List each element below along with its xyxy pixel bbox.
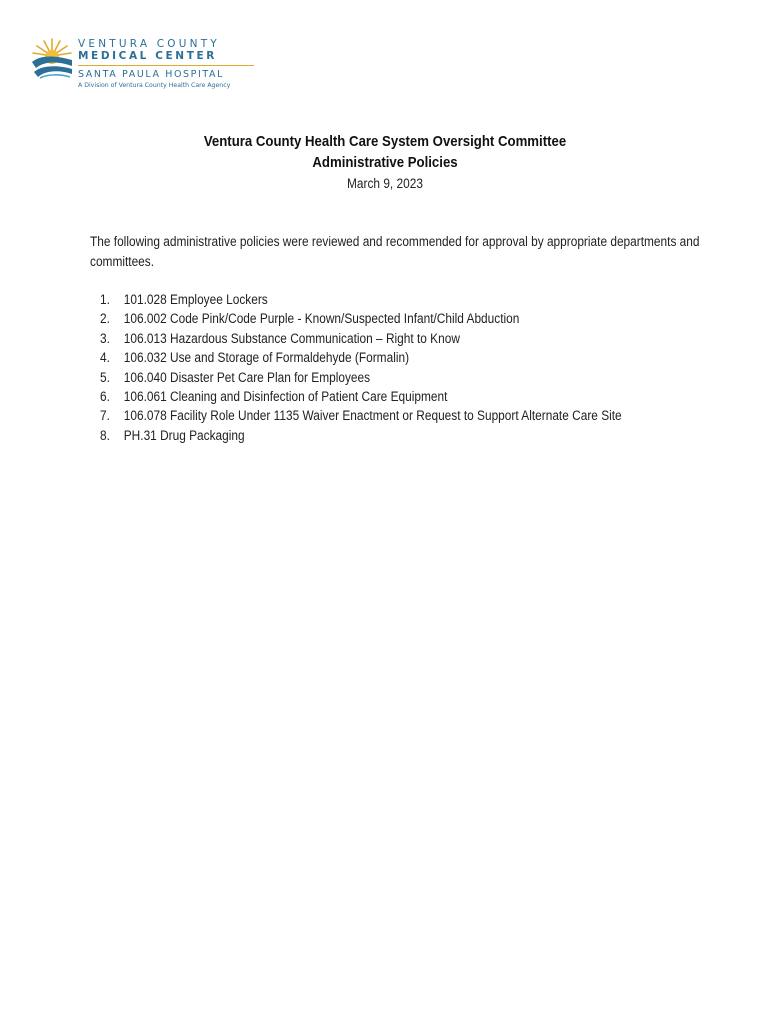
org-name-line2: MEDICAL CENTER xyxy=(78,50,217,62)
policy-number: 5. xyxy=(100,369,110,385)
policy-item xyxy=(100,368,622,387)
policy-text: 106.040 Disaster Pet Care Plan for Employees xyxy=(123,369,371,385)
sun-over-waves-logo-icon xyxy=(30,36,74,80)
document-date: March 9, 2023 xyxy=(347,176,423,191)
policy-item xyxy=(100,387,622,406)
document-subtitle: Administrative Policies xyxy=(312,154,458,171)
policy-number: 4. xyxy=(100,350,110,366)
policy-text: 101.028 Employee Lockers xyxy=(123,292,268,307)
policy-item xyxy=(100,309,622,328)
org-divider xyxy=(78,65,254,66)
org-name-block xyxy=(78,38,258,90)
division-text: A Division of Ventura County Health Care Agency xyxy=(78,82,231,89)
policy-item xyxy=(100,426,622,445)
document-title-block xyxy=(0,131,770,195)
org-name-line1: VENTURA COUNTY xyxy=(78,38,220,50)
policy-number: 6. xyxy=(100,389,110,405)
policy-text: 106.061 Cleaning and Disinfection of Patient Care Equipment xyxy=(123,389,448,405)
policy-item xyxy=(100,329,622,348)
policy-list xyxy=(100,290,622,445)
policy-text: 106.013 Hazardous Substance Communication – Right to Know xyxy=(123,330,460,346)
policy-text: PH.31 Drug Packaging xyxy=(123,427,245,443)
document-title: Ventura County Health Care System Oversight Committee xyxy=(203,133,567,150)
policy-number: 2. xyxy=(100,311,110,327)
policy-text: 106.002 Code Pink/Code Purple - Known/Suspected Infant/Child Abduction xyxy=(123,311,520,327)
policy-item xyxy=(100,348,622,367)
intro-paragraph: The following administrative policies were reviewed and recommended for approval by appropriate departments and committees. xyxy=(90,234,700,269)
policy-text: 106.032 Use and Storage of Formaldehyde (Formalin) xyxy=(123,350,410,366)
policy-number: 7. xyxy=(100,408,110,424)
facility-name: SANTA PAULA HOSPITAL xyxy=(78,69,225,80)
policy-number: 1. xyxy=(100,292,110,307)
policy-text: 106.078 Facility Role Under 1135 Waiver Enactment or Request to Support Alternate Care Site xyxy=(123,408,622,424)
letterhead xyxy=(30,36,250,96)
policy-item xyxy=(100,290,622,309)
policy-number: 3. xyxy=(100,330,110,346)
policy-number: 8. xyxy=(100,427,110,443)
policy-item xyxy=(100,406,622,425)
